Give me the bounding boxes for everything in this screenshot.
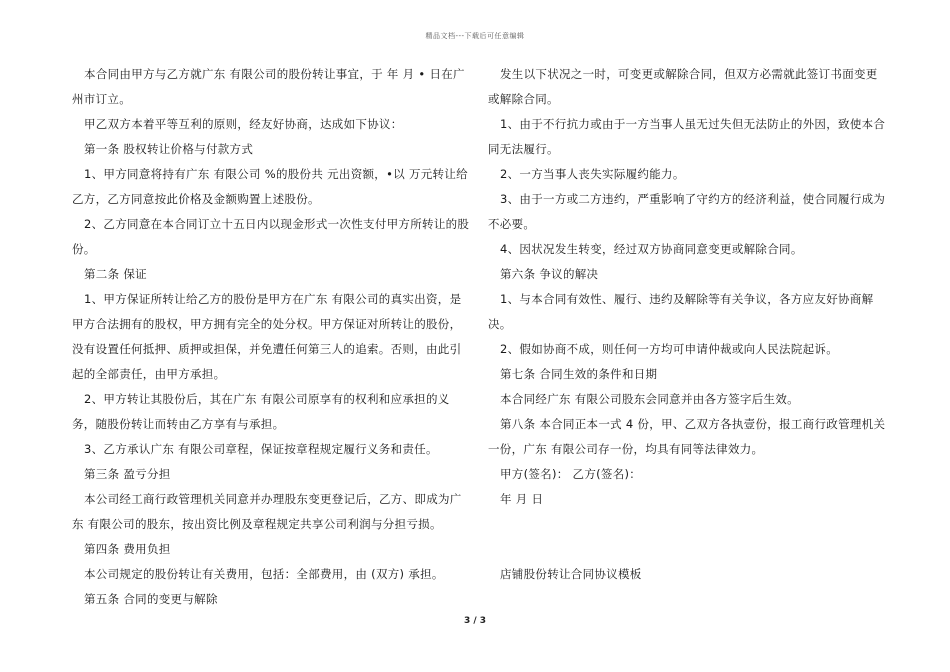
article-6-clause-2: 2、假如协商不成，则任何一方均可申请仲裁或向人民法院起诉。 (500, 342, 839, 356)
date-line: 年 月 日 (500, 492, 544, 506)
article-5-heading: 第五条 合同的变更与解除 (84, 592, 218, 606)
article-1-clause-1: 1、甲方同意将持有广东 有限公司 %的股份共 元出资额，•以 万元转让给乙方，乙方同意按此价格及金额购置上述股份。 (72, 167, 468, 206)
article-4-heading: 第四条 费用负担 (84, 542, 171, 556)
paragraph-intro: 本合同由甲方与乙方就广东 有限公司的股份转让事宜，于 年 月 • 日在广州市订立。 (72, 67, 465, 106)
page-number: 3 / 3 (463, 616, 487, 626)
article-5-clause-2: 2、一方当事人丧失实际履约能力。 (500, 167, 685, 181)
article-1-heading: 第一条 股权转让价格与付款方式 (84, 142, 254, 156)
article-7-body: 本合同经广东 有限公司股东会同意并由各方签字后生效。 (500, 392, 799, 406)
page-header: 精品文档---下载后可任意编辑 (425, 32, 525, 40)
article-7-heading: 第七条 合同生效的条件和日期 (500, 367, 658, 381)
article-6-heading: 第六条 争议的解决 (500, 267, 599, 281)
article-2-clause-3: 3、乙方承认广东 有限公司章程，保证按章程规定履行义务和责任。 (84, 442, 438, 456)
signature-line: 甲方(签名)： 乙方(签名)： (500, 467, 642, 481)
article-2-clause-2: 2、甲方转让其股份后，其在广东 有限公司原享有的权利和应承担的义务，随股份转让而转由乙方享有与承担。 (72, 392, 450, 431)
paragraph-agreement: 甲乙双方本着平等互利的原则，经友好协商，达成如下协议： (84, 117, 403, 131)
article-1-clause-2: 2、乙方同意在本合同订立十五日内以现金形式一次性支付甲方所转让的股份。 (72, 217, 470, 256)
article-8: 第八条 本合同正本一式 4 份，甲、乙双方各执壹份，报工商行政管理机关一份，广东 有限公司存一份，均具有同等法律效力。 (488, 417, 886, 456)
article-2-clause-1: 1、甲方保证所转让给乙方的股份是甲方在广东 有限公司的真实出资，是甲方合法拥有的股权，甲方拥有完全的处分权。甲方保证对所转让的股份，没有设置任何抵押、质押或担保，并免遭任何第三人的追索。否则，由此引起的全部责任，由甲方承担。 (72, 292, 462, 381)
article-4-body: 本公司规定的股份转让有关费用，包括：全部费用，由 (双方) 承担。 (84, 567, 444, 581)
article-5-body: 发生以下状况之一时，可变更或解除合同，但双方必需就此签订书面变更或解除合同。 (488, 67, 878, 106)
article-3-heading: 第三条 盈亏分担 (84, 467, 171, 481)
article-5-clause-1: 1、由于不行抗力或由于一方当事人虽无过失但无法防止的外因，致使本合同无法履行。 (488, 117, 886, 156)
article-5-clause-3: 3、由于一方或二方违约，严重影响了守约方的经济利益，使合同履行成为不必要。 (488, 192, 886, 231)
next-document-title: 店铺股份转让合同协议模板 (500, 567, 642, 581)
article-2-heading: 第二条 保证 (84, 267, 147, 281)
article-3-body: 本公司经工商行政管理机关同意并办理股东变更登记后，乙方、即成为广东 有限公司的股东，按出资比例及章程规定共享公司利润与分担亏损。 (72, 492, 462, 531)
article-5-clause-4: 4、因状况发生转变，经过双方协商同意变更或解除合同。 (500, 242, 803, 256)
article-6-clause-1: 1、与本合同有效性、履行、违约及解除等有关争议，各方应友好协商解决。 (488, 292, 874, 331)
